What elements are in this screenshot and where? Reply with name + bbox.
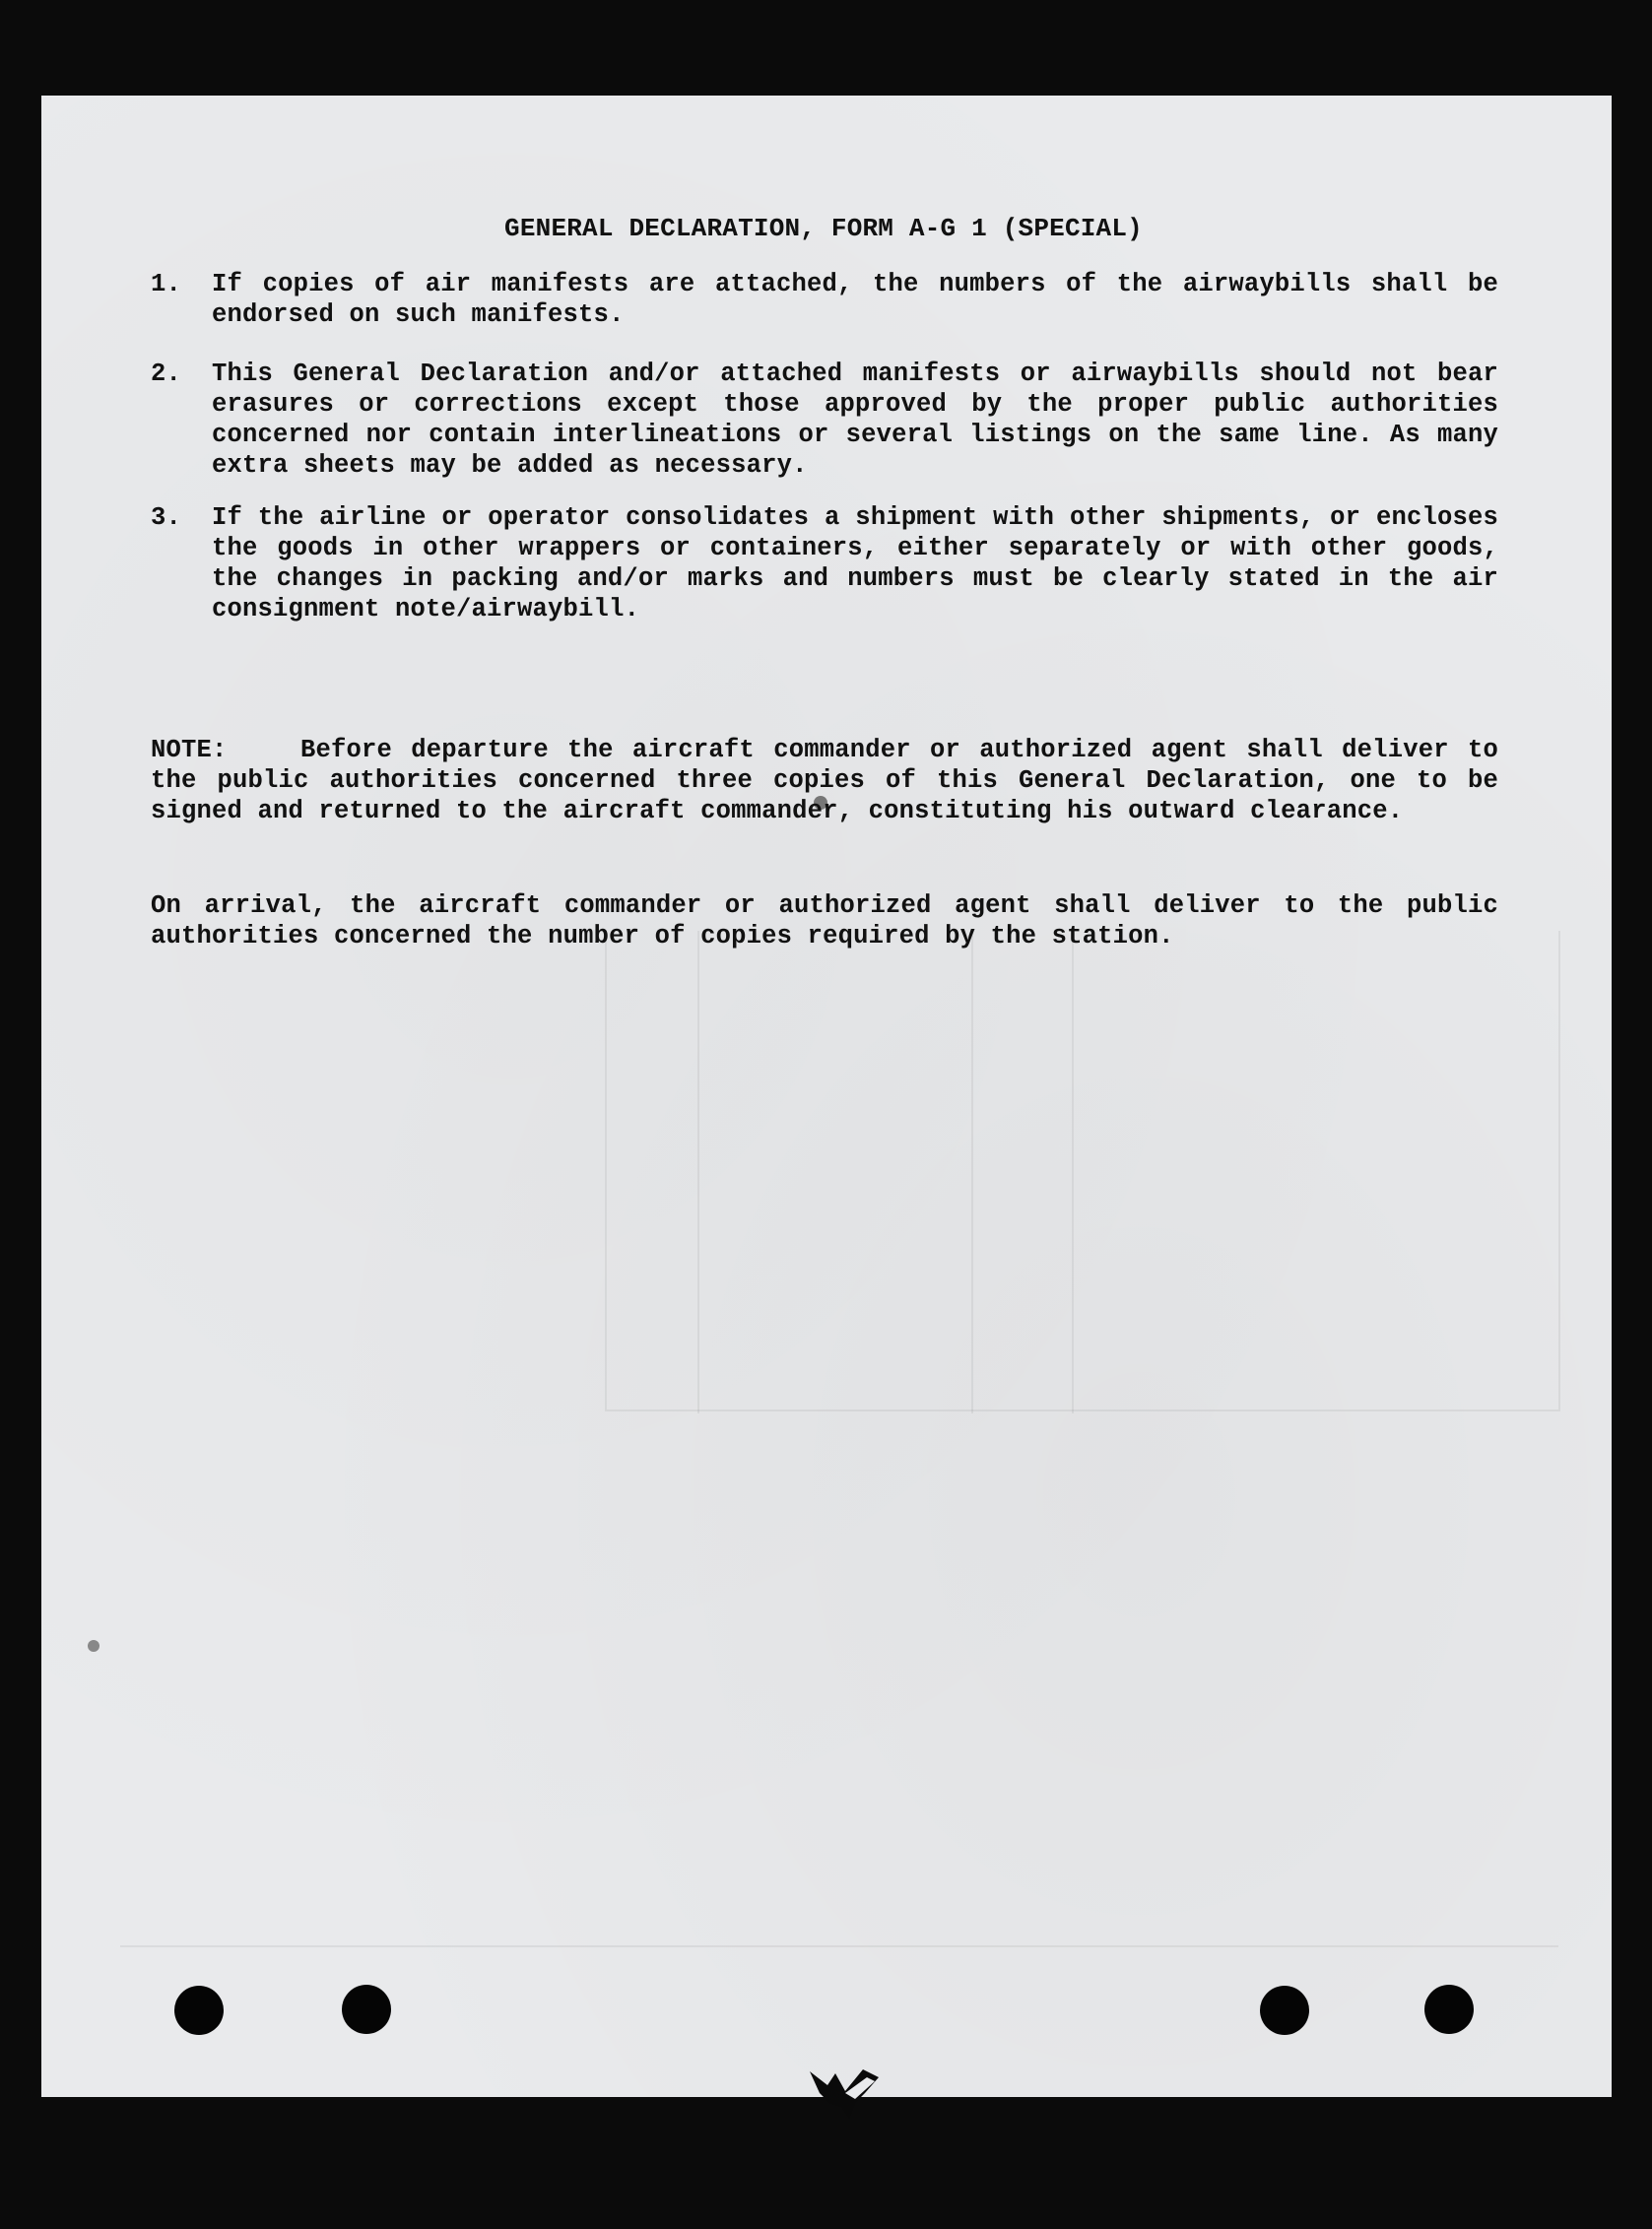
arrival-paragraph: On arrival, the aircraft commander or authorized agent shall deliver to the public authorities concerned the number of copies required by the station. xyxy=(151,891,1498,951)
item-number: 1. xyxy=(151,270,182,298)
item-text: If copies of air manifests are attached, the numbers of the airwaybills shall be endorsed on such manifests. xyxy=(212,270,1498,329)
document-title: GENERAL DECLARATION, FORM A-G 1 (SPECIAL) xyxy=(504,214,1143,243)
item-text: If the airline or operator consolidates a shipment with other shipments, or encloses the goods in other wrappers or containers, either separately or with other goods, the changes in packing and/or marks and numbers must be clearly stated in the air consignment note/airwaybill. xyxy=(212,503,1498,623)
bleed-through-column-a xyxy=(697,931,699,1413)
punch-hole xyxy=(1260,1986,1309,2035)
bleed-through-table xyxy=(605,931,1560,1411)
punch-hole xyxy=(1424,1985,1474,2034)
fastener-mark xyxy=(806,2064,885,2123)
punch-hole xyxy=(174,1986,224,2035)
bleed-through-rule xyxy=(120,1945,1558,1947)
note-label: NOTE: xyxy=(151,736,228,764)
item-number: 2. xyxy=(151,360,182,388)
scan-speck xyxy=(88,1640,99,1652)
item-text: This General Declaration and/or attached manifests or airwaybills should not bear erasures or corrections except those approved by the proper public authorities concerned nor contain interlineations or several listings on the same line. As many extra sheets may be added as necessary. xyxy=(212,360,1498,480)
punch-hole xyxy=(342,1985,391,2034)
note-paragraph xyxy=(151,735,1498,826)
bleed-through-column-b xyxy=(971,931,973,1413)
note-text: Before departure the aircraft commander or authorized agent shall deliver to the public authorities concerned three copies of this General Declaration, one to be signed and returned to the aircraft commander, constituting his outward clearance. xyxy=(151,736,1498,825)
bleed-through-column-c xyxy=(1072,931,1074,1413)
item-number: 3. xyxy=(151,503,182,532)
